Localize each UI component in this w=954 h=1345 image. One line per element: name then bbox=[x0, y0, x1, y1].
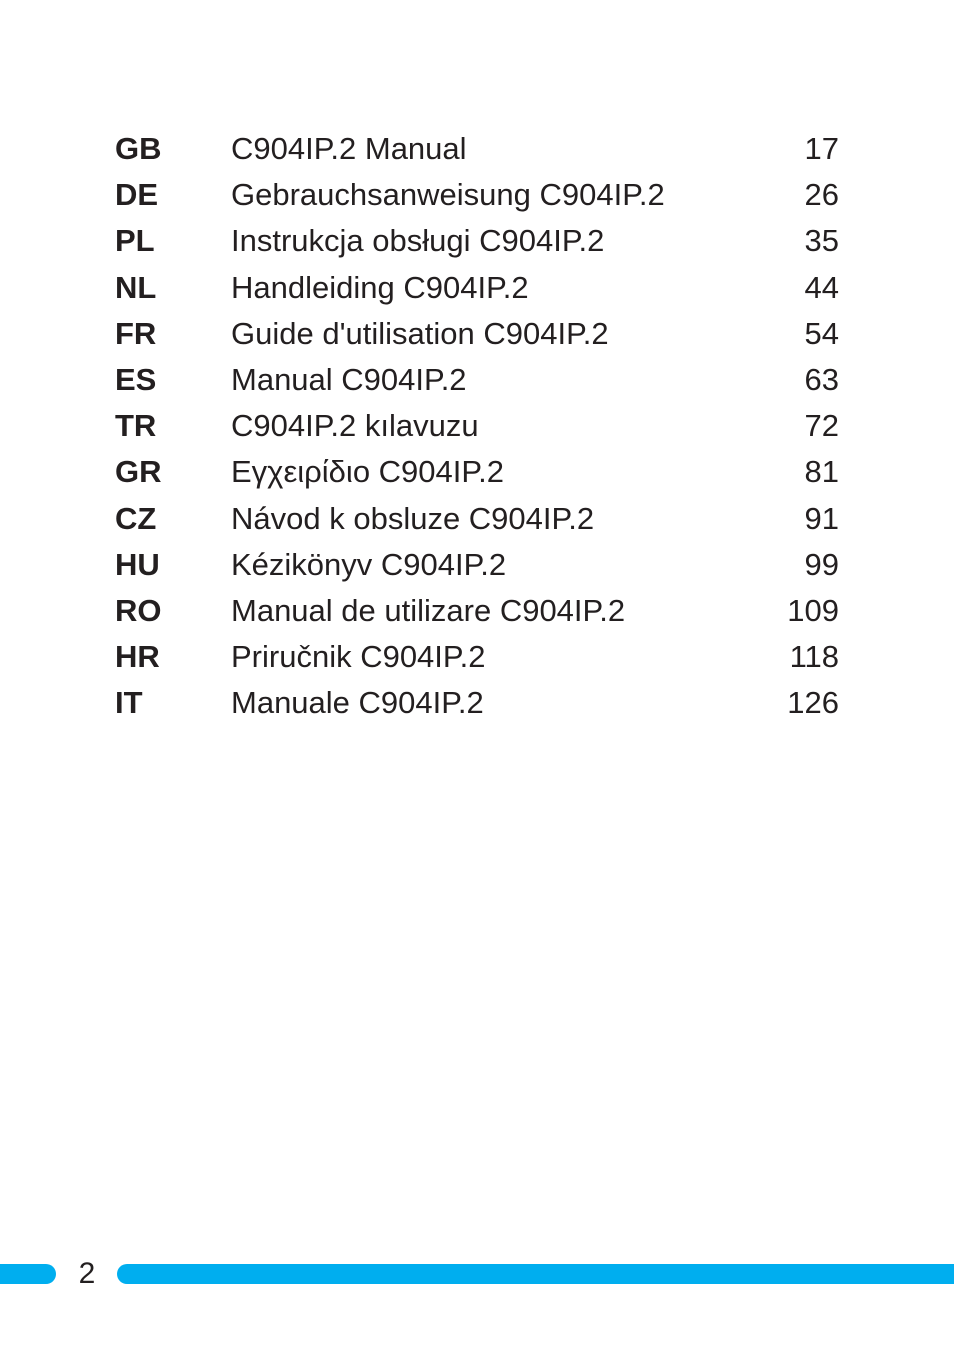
page-reference: 118 bbox=[789, 639, 839, 675]
manual-title: Instrukcja obsługi C904IP.2 bbox=[231, 223, 605, 259]
language-code: CZ bbox=[115, 500, 157, 536]
language-code: ES bbox=[115, 361, 157, 397]
language-code: TR bbox=[115, 408, 157, 444]
page-reference: 126 bbox=[787, 685, 839, 721]
manual-title: Priručnik C904IP.2 bbox=[231, 639, 486, 675]
manual-title: Kézikönyv C904IP.2 bbox=[231, 546, 507, 582]
page-reference: 109 bbox=[787, 592, 839, 628]
toc-row-gr[interactable] bbox=[115, 449, 839, 495]
footer-accent-bar-left bbox=[0, 1264, 56, 1284]
page-reference: 81 bbox=[804, 454, 839, 490]
manual-title: C904IP.2 kılavuzu bbox=[231, 408, 479, 444]
manual-title: Guide d'utilisation C904IP.2 bbox=[231, 315, 609, 351]
manual-title: Handleiding C904IP.2 bbox=[231, 269, 529, 305]
manual-title: Gebrauchsanweisung C904IP.2 bbox=[231, 177, 665, 213]
page-reference: 26 bbox=[804, 177, 839, 213]
language-code: NL bbox=[115, 269, 157, 305]
toc-row-nl[interactable] bbox=[115, 265, 839, 311]
toc-row-it[interactable] bbox=[115, 680, 839, 726]
manual-title: Manual C904IP.2 bbox=[231, 361, 467, 397]
manual-title: Manual de utilizare C904IP.2 bbox=[231, 592, 626, 628]
page-reference: 72 bbox=[804, 408, 839, 444]
footer-accent-bar-right bbox=[117, 1264, 954, 1284]
page-reference: 63 bbox=[804, 361, 839, 397]
page-footer bbox=[0, 1257, 954, 1290]
language-code: GR bbox=[115, 454, 162, 490]
page-reference: 17 bbox=[804, 131, 839, 166]
page-number: 2 bbox=[78, 1257, 96, 1290]
language-code: RO bbox=[115, 592, 162, 628]
toc-row-de[interactable] bbox=[115, 172, 839, 218]
language-code: IT bbox=[115, 685, 143, 721]
toc-row-ro[interactable] bbox=[115, 588, 839, 634]
table-of-contents bbox=[115, 126, 839, 726]
language-code: DE bbox=[115, 177, 159, 213]
toc-row-gb[interactable] bbox=[115, 126, 839, 172]
toc-row-tr[interactable] bbox=[115, 403, 839, 449]
toc-row-hu[interactable] bbox=[115, 542, 839, 588]
manual-title: Εγχειρίδιο C904IP.2 bbox=[231, 454, 504, 490]
manual-title: Manuale C904IP.2 bbox=[231, 685, 484, 721]
toc-row-es[interactable] bbox=[115, 357, 839, 403]
toc-row-cz[interactable] bbox=[115, 496, 839, 542]
page-reference: 35 bbox=[804, 223, 839, 259]
language-code: HU bbox=[115, 546, 160, 582]
page-reference: 91 bbox=[804, 500, 839, 536]
language-code: HR bbox=[115, 639, 160, 675]
page-reference: 44 bbox=[804, 269, 839, 305]
manual-title: C904IP.2 Manual bbox=[231, 131, 467, 166]
language-code: PL bbox=[115, 223, 155, 259]
language-code: FR bbox=[115, 315, 157, 351]
language-code: GB bbox=[115, 131, 162, 166]
page-reference: 54 bbox=[804, 315, 839, 351]
toc-row-fr[interactable] bbox=[115, 311, 839, 357]
manual-title: Návod k obsluze C904IP.2 bbox=[231, 500, 595, 536]
toc-row-pl[interactable] bbox=[115, 218, 839, 264]
page-reference: 99 bbox=[804, 546, 839, 582]
toc-row-hr[interactable] bbox=[115, 634, 839, 680]
